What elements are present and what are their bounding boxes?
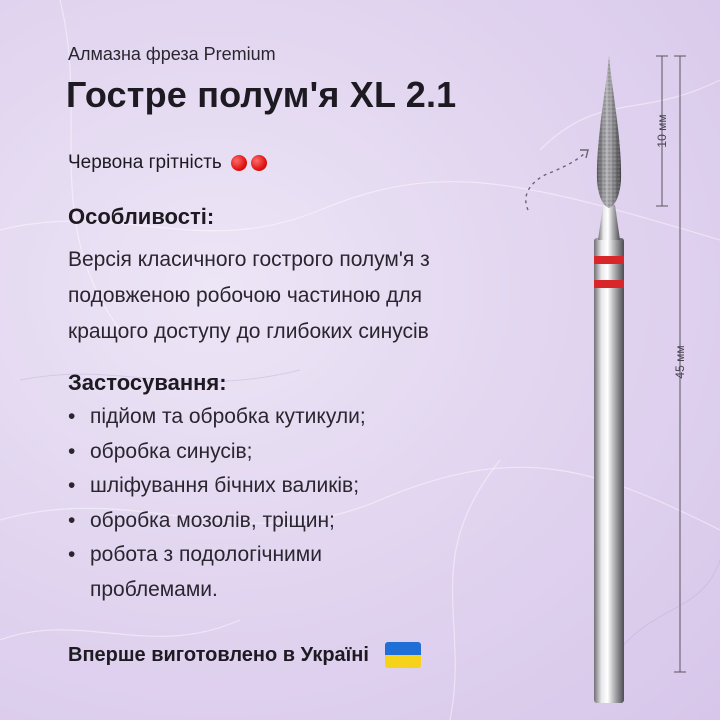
product-subtitle: Алмазна фреза Premium [68, 44, 276, 64]
pointer-arrow [526, 152, 586, 210]
total-length-label: 45 мм [673, 345, 687, 379]
features-line: подовженою робочою частиною для [68, 284, 423, 307]
list-item: • робота з подологічними [68, 538, 366, 573]
features-heading: Особливості: [68, 204, 215, 229]
head-length-label: 10 мм [655, 114, 669, 148]
features-line: кращого доступу до глибоких синусів [68, 320, 429, 343]
list-item: • підйом та обробка кутикули; [68, 400, 366, 435]
arrow-head-icon [580, 150, 588, 158]
list-item: • шліфування бічних валиків; [68, 469, 366, 504]
list-item: • обробка мозолів, тріщин; [68, 504, 366, 539]
footer-text: Вперше виготовлено в Україні [68, 643, 369, 666]
bullet-icon: • [68, 405, 76, 428]
page-title: Гостре полум'я XL 2.1 [66, 74, 457, 115]
red-band [594, 280, 624, 288]
bullet-icon: • [68, 474, 76, 497]
list-item: • обробка синусів; [68, 435, 366, 470]
bur-grain-texture [597, 56, 621, 208]
bur-neck [598, 205, 620, 240]
bur-shaft [594, 238, 624, 703]
bullet-icon: • [68, 508, 76, 532]
bullet-icon: • [68, 543, 76, 566]
grit-label: Червона грітність [68, 152, 222, 173]
features-line: Версія класичного гострого полум'я з [68, 248, 430, 271]
list-item: проблемами. [90, 577, 218, 601]
red-band [594, 256, 624, 264]
usage-heading: Застосування: [68, 370, 227, 395]
bullet-icon: • [68, 439, 76, 463]
